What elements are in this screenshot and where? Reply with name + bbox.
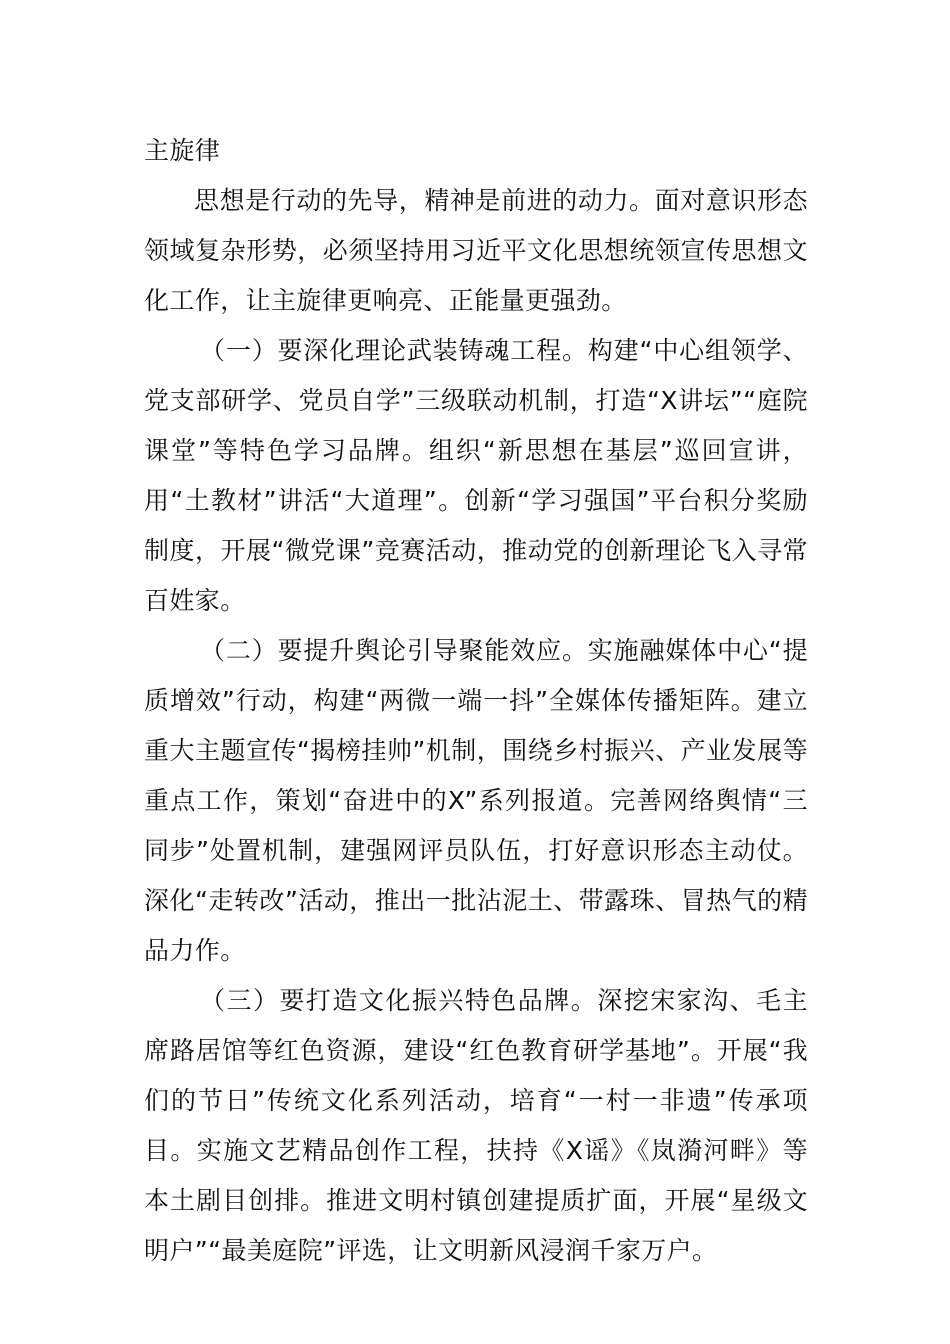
intro-paragraph: 思想是行动的先导，精神是前进的动力。面对意识形态领域复杂形势，必须坚持用习近平文化思想统领宣传思想文化工作，让主旋律更响亮、正能量更强劲。 xyxy=(144,186,808,315)
section-3-paragraph: （三）要打造文化振兴特色品牌。深挖宋家沟、毛主席路居馆等红色资源，建设“红色教育研学基地”。开展“我们的节日”传统文化系列活动，培育“一村一非遗”传承项目。实施文艺精品创作工程，扶持《X谣》《岚漪河畔》等本土剧目创排。推进文明村镇创建提质扩面，开展“星级文明户”“最美庭院”评选，让文明新风浸润千家万户。 xyxy=(144,986,808,1265)
document-body xyxy=(144,126,808,1276)
heading-continuation: 主旋律 xyxy=(144,136,221,165)
section-1-paragraph: （一）要深化理论武装铸魂工程。构建“中心组领学、党支部研学、党员自学”三级联动机制，打造“X讲坛”“庭院课堂”等特色学习品牌。组织“新思想在基层”巡回宣讲，用“土教材”讲活“大道理”。创新“学习强国”平台积分奖励制度，开展“微党课”竞赛活动，推动党的创新理论飞入寻常百姓家。 xyxy=(144,336,808,615)
section-2-paragraph: （二）要提升舆论引导聚能效应。实施融媒体中心“提质增效”行动，构建“两微一端一抖”全媒体传播矩阵。建立重大主题宣传“揭榜挂帅”机制，围绕乡村振兴、产业发展等重点工作，策划“奋进中的X”系列报道。完善网络舆情“三同步”处置机制，建强网评员队伍，打好意识形态主动仗。深化“走转改”活动，推出一批沾泥土、带露珠、冒热气的精品力作。 xyxy=(144,636,808,965)
